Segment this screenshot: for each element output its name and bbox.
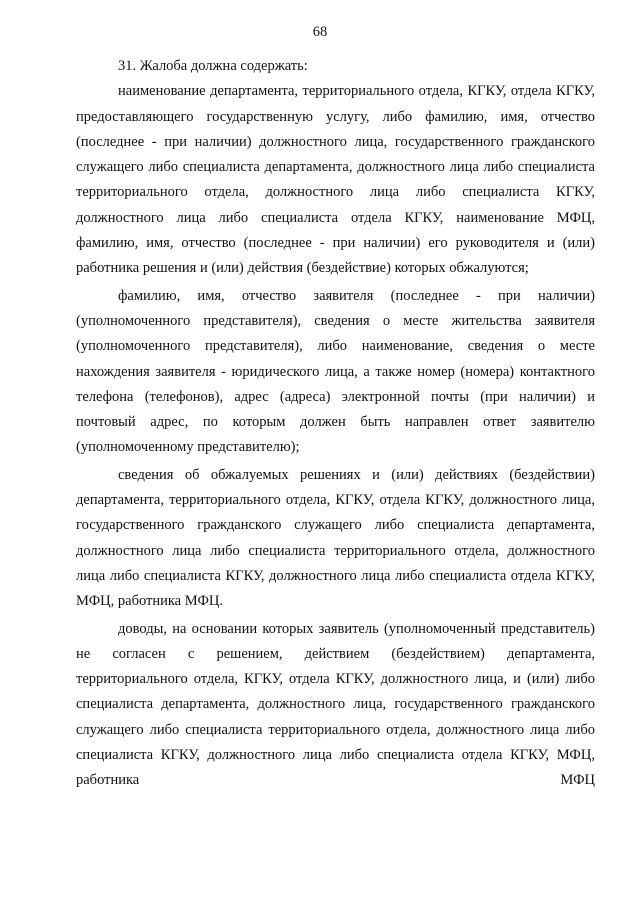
paragraph-complaint-contents-heading: 31. Жалоба должна содержать:	[118, 58, 308, 74]
document-body	[76, 54, 595, 794]
paragraph-appealed-decisions: сведения об обжалуемых решениях и (или) действиях (бездействии) департамента, территориального отдела, КГКУ, отдела КГКУ, должностного лица, государственного гражданского служащего либо специалиста департамента, должностного лица либо специалиста территориального отдела, должностного лица либо специалиста КГКУ, должностного лица либо специалиста отдела КГКУ, МФЦ, работника МФЦ.	[76, 466, 595, 610]
paragraph-arguments: доводы, на основании которых заявитель (уполномоченный представитель) не согласен с решением, действием (бездействием) департамента, территориального отдела, КГКУ, отдела КГКУ, должностного лица, и (или) либо специалиста департамента, должностного лица, государственного гражданского служащего либо специалиста территориального отдела, должностного лица либо специалиста КГКУ, должностного лица либо специалиста отдела КГКУ, МФЦ, работника МФЦ	[76, 620, 595, 789]
page-number: 68	[312, 24, 328, 40]
paragraph-authority-name: наименование департамента, территориального отдела, КГКУ, отдела КГКУ, предоставляющего государственную услугу, либо фамилию, имя, отчество (последнее - при наличии) должностного лица, государственного гражданского служащего либо специалиста департамента, должностного лица либо специалиста территориального отдела, должностного лица либо специалиста КГКУ, должностного лица либо специалиста отдела КГКУ, наименование МФЦ, фамилию, имя, отчество (последнее - при наличии) его руководителя и (или) работника решения и (или) действия (бездействие) которых обжалуются;	[76, 83, 595, 277]
paragraph-applicant-details: фамилию, имя, отчество заявителя (последнее - при наличии) (уполномоченного представителя), сведения о месте жительства заявителя (уполномоченного представителя), либо наименование, сведения о месте нахождения заявителя - юридического лица, а также номер (номера) контактного телефона (телефонов), адрес (адреса) электронной почты (при наличии) и почтовый адрес, по которым должен быть направлен ответ заявителю (уполномоченному представителю);	[76, 287, 595, 456]
